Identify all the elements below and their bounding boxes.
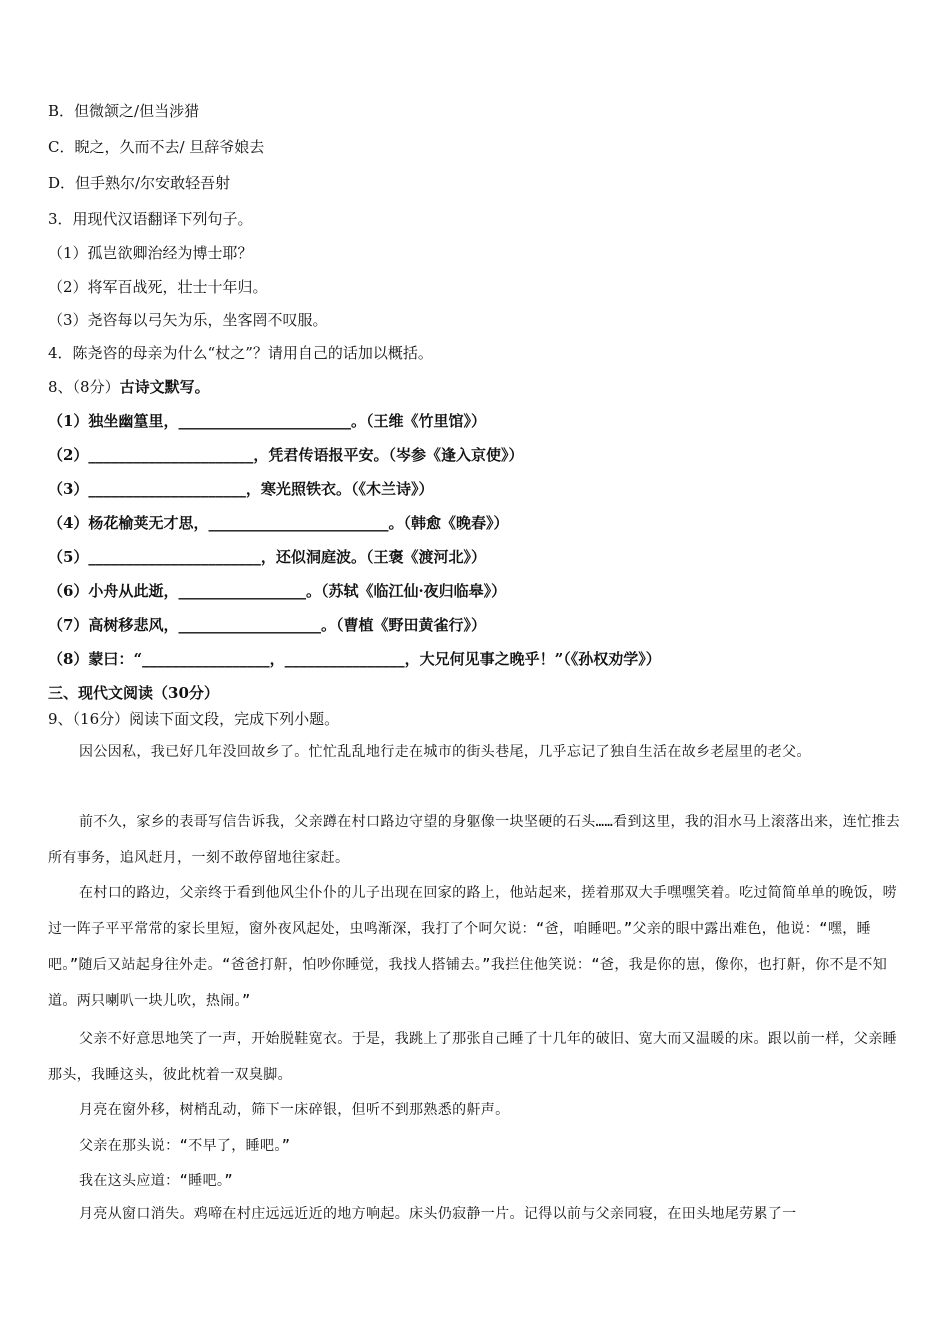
q3-item-2: （2）将军百战死，壮士十年归。 <box>48 278 268 296</box>
passage-paragraph-7: 我在这头应道：“睡吧。” <box>79 1173 234 1189</box>
q8-number: 8、（8分） <box>48 378 120 396</box>
q8-item-6: （6）小舟从此逝，_________________。（苏轼《临江仙·夜归临皋》） <box>48 582 507 600</box>
q8-header <box>48 377 210 397</box>
q3-title: 3．用现代汉语翻译下列句子。 <box>48 210 253 228</box>
q8-item-2: （2）______________________，凭君传语报平安。（岑参《逢入京使》） <box>48 446 524 464</box>
q8-item-3: （3）_____________________，寒光照铁衣。（《木兰诗》） <box>48 480 434 498</box>
q8-item-8: （8）蒙曰：“_________________，________________，大兄何见事之晚乎！”（《孙权劝学》） <box>48 650 661 668</box>
q2-option-d: D．但手熟尔/尔安敢轻吾射 <box>48 174 231 192</box>
passage-paragraph-2: 前不久，家乡的表哥写信告诉我，父亲蹲在村口路边守望的身躯像一块坚硬的石头……看到这里，我的泪水马上滚落出来，连忙推去所有事务，追风赶月，一刻不敢停留地往家赶。 <box>48 814 901 866</box>
q9-question: 9、（16分）阅读下面文段，完成下列小题。 <box>48 710 340 728</box>
q8-item-7: （7）高树移悲风，___________________。（曹植《野田黄雀行》） <box>48 616 486 634</box>
q2-option-c: C．睨之，久而不去/ 旦辞爷娘去 <box>48 138 265 156</box>
passage-paragraph-8: 月亮从窗口消失。鸡啼在村庄远远近近的地方响起。床头仍寂静一片。记得以前与父亲同寝，在田头地尾劳累了一 <box>79 1206 797 1222</box>
q8-item-1: （1）独坐幽篁里，_______________________。（王维《竹里馆》） <box>48 412 486 430</box>
passage-paragraph-3: 在村口的路边，父亲终于看到他风尘仆仆的儿子出现在回家的路上，他站起来，搓着那双大手嘿嘿笑着。吃过简简单单的晚饭，唠过一阵子平平常常的家长里短，窗外夜风起处，虫鸣渐深，我打了个呵欠说：“爸，咱睡吧。”父亲的眼中露出难色，他说：“嘿，睡吧。”随后又站起身往外走。“爸爸打鼾，怕吵你睡觉，我找人搭铺去。”我拦住他笑说：“爸，我是你的崽，像你，也打鼾，你不是不知道。两只喇叭一块儿吹，热闹。” <box>48 885 897 1009</box>
passage-paragraph-4: 父亲不好意思地笑了一声，开始脱鞋宽衣。于是，我跳上了那张自己睡了十几年的破旧、宽大而又温暖的床。跟以前一样，父亲睡那头，我睡这头，彼此枕着一双臭脚。 <box>48 1031 897 1083</box>
q8-item-4: （4）杨花榆荚无才思，________________________。（韩愈《晚春》） <box>48 514 509 532</box>
passage-paragraph-6: 父亲在那头说：“不早了，睡吧。” <box>79 1138 291 1154</box>
q8-item-5: （5）_______________________，还似洞庭波。（王褒《渡河北》） <box>48 548 486 566</box>
q8-title: 古诗文默写。 <box>119 378 210 396</box>
q3-item-3: （3）尧咨每以弓矢为乐，坐客罔不叹服。 <box>48 311 328 329</box>
q3-item-1: （1）孤岂欲卿治经为博士耶？ <box>48 244 253 262</box>
q2-option-b: B．但微颔之/但当涉猎 <box>48 102 200 120</box>
section3-title: 三、现代文阅读（30分） <box>48 684 219 702</box>
passage-paragraph-1: 因公因私，我已好几年没回故乡了。忙忙乱乱地行走在城市的街头巷尾，几乎忘记了独自生活在故乡老屋里的老父。 <box>79 744 811 760</box>
passage-paragraph-5: 月亮在窗外移，树梢乱动，筛下一床碎银，但听不到那熟悉的鼾声。 <box>79 1102 510 1118</box>
q4-question: 4．陈尧咨的母亲为什么“杖之”？请用自己的话加以概括。 <box>48 344 433 362</box>
